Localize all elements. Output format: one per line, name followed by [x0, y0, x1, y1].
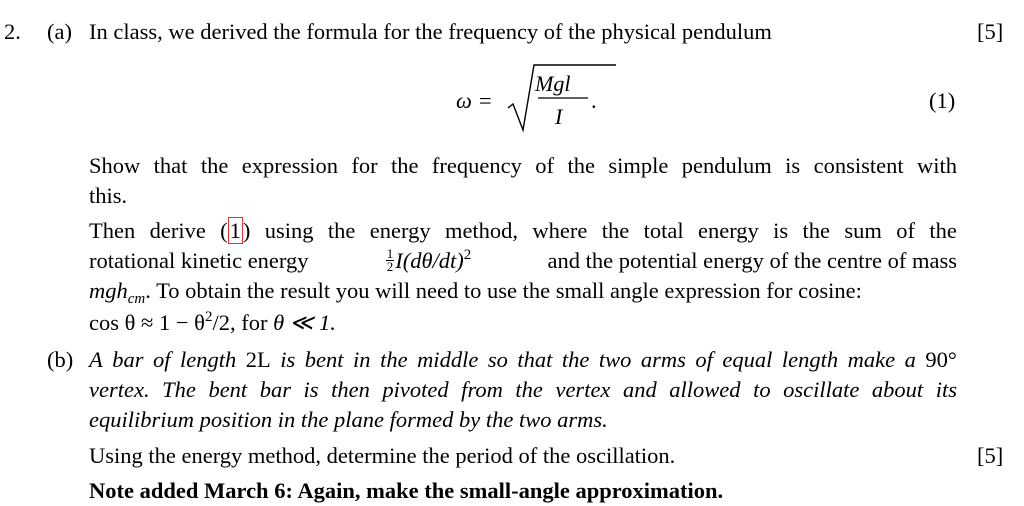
para2-l3-rest: . To obtain the result you will need to use the small angle expression for cosine: — [145, 278, 862, 303]
part-a-marks: [5] — [977, 19, 1004, 44]
part-a-para2-line2 — [89, 246, 957, 276]
equation-1 — [456, 60, 656, 135]
part-a-para1-line1: Show that the expression for the frequency of the simple pendulum is consistent with — [89, 153, 957, 178]
equation-tag: (1) — [929, 88, 956, 113]
part-a-para2-line1: Then derive (1) using the energy method, where the total energy is the sum of the — [89, 216, 957, 246]
half-num: 1 — [386, 246, 394, 262]
half-den: 2 — [386, 259, 394, 275]
part-b-marks: [5] — [977, 443, 1004, 468]
equation-numerator: Mgl — [535, 71, 571, 96]
part-b-line4: Using the energy method, determine the period of the oscillation. — [89, 443, 676, 468]
para2-l1-w1: Then — [89, 218, 136, 243]
para2-l1-ref-group — [220, 216, 250, 246]
theta-exponent: 2 — [204, 309, 213, 325]
para2-l1-w2: derive — [149, 218, 206, 243]
sqrt-radical — [506, 60, 656, 135]
kinetic-exponent: 2 — [463, 247, 472, 263]
equation-lhs: ω = — [456, 88, 493, 113]
part-a-label: (a) — [47, 19, 72, 44]
para2-l2-text-b: and the potential energy of the centre of mass — [547, 248, 957, 273]
kinetic-expr: I(dθ/dt) — [395, 248, 464, 273]
angle-degrees: 90° — [925, 347, 957, 372]
para2-l1-paren-open: ( — [220, 218, 228, 243]
part-a-para2-line3 — [89, 276, 862, 306]
question-number: 2. — [4, 19, 21, 44]
part-a-para1-line2: this. — [89, 183, 128, 208]
equation-period: . — [591, 88, 597, 113]
potential-subscript: cm — [127, 291, 146, 307]
para2-l1-paren-close: ) — [242, 218, 251, 243]
equation-reference-link[interactable]: 1 — [229, 218, 241, 243]
bar-length-math: 2L — [245, 347, 271, 372]
small-angle-condition: θ ≪ 1. — [273, 310, 336, 335]
part-a-intro: In class, we derived the formula for the frequency of the physical pendulum — [89, 19, 772, 44]
part-b-line1: A bar of length 2L is bent in the middle so that the two arms of equal length make a 90° — [89, 345, 957, 375]
para2-l2-text-a: rotational kinetic energy — [89, 248, 309, 273]
cos-approx-tail: /2, for — [212, 310, 274, 335]
part-b-line2: vertex. The bent bar is then pivoted from the vertex and allowed to oscillate about its — [89, 377, 957, 402]
half-fraction — [386, 248, 395, 273]
part-b-line3: equilibrium position in the plane formed by the two arms. — [89, 407, 608, 432]
part-b-note: Note added March 6: Again, make the small-angle approximation. — [89, 478, 724, 503]
equation-denominator: I — [555, 104, 563, 129]
part-a-para2-line4 — [89, 308, 336, 338]
cos-approx: cos θ ≈ 1 − θ — [89, 310, 205, 335]
potential-expr: mgh — [89, 278, 128, 303]
part-b-label: (b) — [47, 347, 74, 372]
kinetic-energy-expr — [385, 246, 472, 276]
